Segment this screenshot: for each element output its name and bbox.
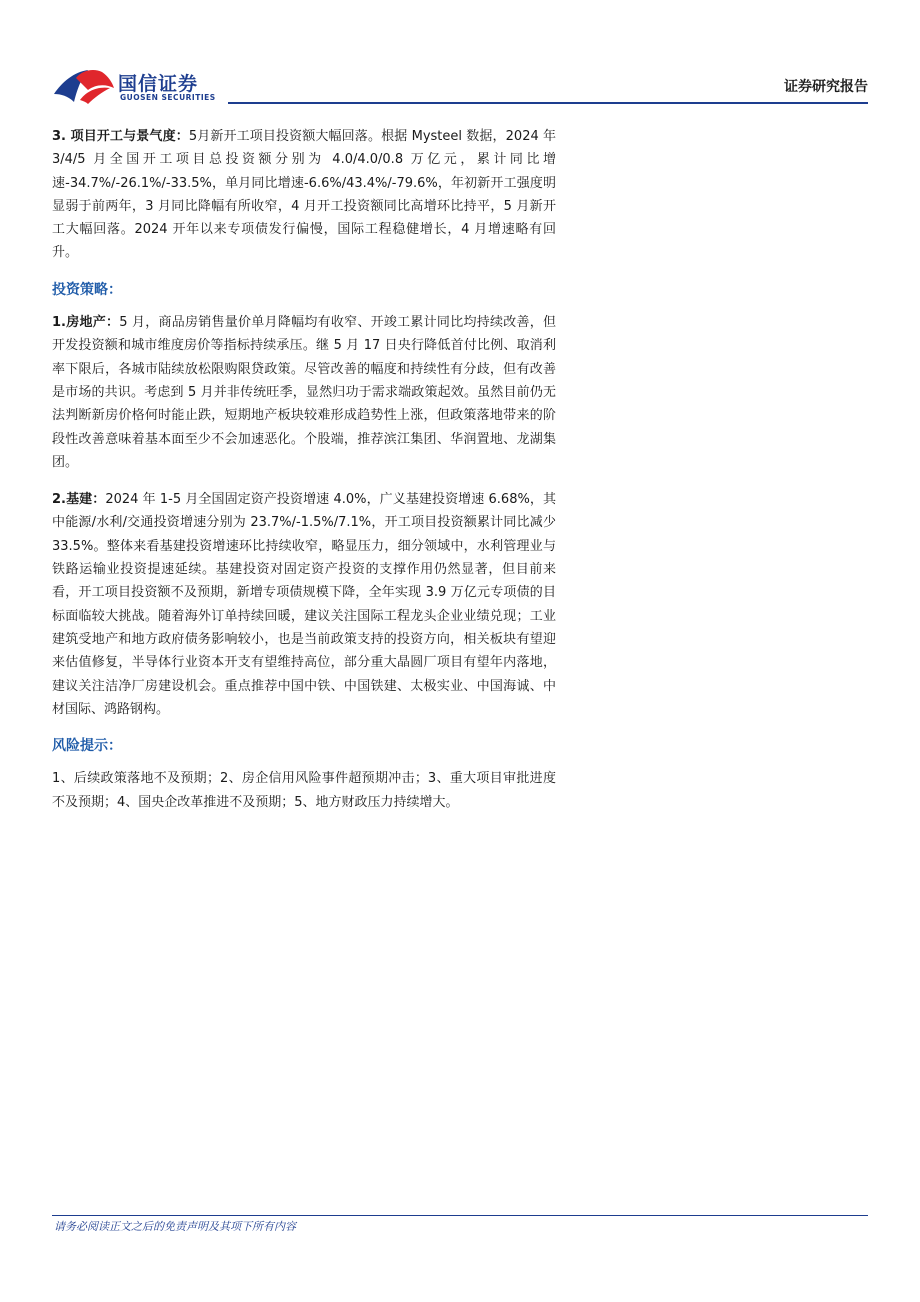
- project-start-paragraph: [52, 125, 556, 265]
- page-header: [52, 62, 868, 106]
- report-type-label: 证券研究报告: [784, 79, 868, 95]
- footer-divider: [52, 1215, 868, 1216]
- risks-heading: 风险提示：: [52, 738, 122, 755]
- real-estate-paragraph: [52, 311, 556, 474]
- guosen-logo-icon: [52, 66, 116, 106]
- logo-english-name: GUOSEN SECURITIES: [120, 93, 216, 102]
- project-start-heading: 3. 项目开工与景气度：: [52, 129, 189, 144]
- risks-paragraph: 1、后续政策落地不及预期；2、房企信用风险事件超预期冲击；3、重大项目审批进度不及预期；4、国央企改革推进不及预期；5、地方财政压力持续增大。: [52, 771, 556, 810]
- project-start-text: 5月新开工项目投资额大幅回落。根据 Mysteel 数据，2024 年 3/4/5 月全国开工项目总投资额分别为 4.0/4.0/0.8 万亿元，累计同比增速-34.7%/-26.1%/-33.5%，单月同比增速-6.6%/43.4%/-79.6%，年初新开工强度明显弱于前两年，3 月同比降幅有所收窄，4 月开工投资额同比高增环比持平，5 月新开工大幅回落。2024 开年以来专项债发行偏慢，国际工程稳健增长，4 月增速略有回升。: [52, 129, 556, 261]
- header-divider: [228, 102, 868, 104]
- strategy-heading: 投资策略：: [52, 281, 122, 298]
- infrastructure-paragraph: [52, 488, 556, 721]
- disclaimer-text: 请务必阅读正文之后的免责声明及其项下所有内容: [54, 1220, 296, 1233]
- real-estate-heading: 1.房地产：: [52, 315, 120, 331]
- infrastructure-heading: 2.基建：: [52, 492, 106, 508]
- real-estate-text: 5 月，商品房销售量价单月降幅均有收窄、开竣工累计同比均持续改善，但开发投资额和城市维度房价等指标持续承压。继 5 月 17 日央行降低首付比例、取消利率下限后，各城市陆续放松限购限贷政策。尽管改善的幅度和持续性有分歧，但有改善是市场的共识。考虑到 5 月并非传统旺季，显然归功于需求端政策起效。虽然目前仍无法判断新房价格何时能止跌，短期地产板块较难形成趋势性上涨，但政策落地带来的阶段性改善意味着基本面至少不会加速恶化。个股端，推荐滨江集团、华润置地、龙湖集团。: [52, 315, 557, 470]
- logo-chinese-name: 国信证券: [118, 73, 199, 95]
- guosen-logo: [52, 66, 216, 106]
- infrastructure-text: 2024 年 1-5 月全国固定资产投资增速 4.0%，广义基建投资增速 6.68%，其中能源/水利/交通投资增速分别为 23.7%/-1.5%/7.1%，开工项目投资额累计同比减少 33.5%。整体来看基建投资增速环比持续收窄，略显压力，细分领域中，水利管理业与铁路运输业投资提速延续。基建投资对固定资产投资的支撑作用仍然显著，但目前来看，开工项目投资额不及预期，新增专项债规模下降，全年实现 3.9 万亿元专项债的目标面临较大挑战。随着海外订单持续回暖，建议关注国际工程龙头企业业绩兑现；工业建筑受地产和地方政府债务影响较小，也是当前政策支持的投资方向，相关板块有望迎来估值修复，半导体行业资本开支有望维持高位，部分重大晶圆厂项目有望年内落地，建议关注洁净厂房建设机会。重点推荐中国中铁、中国铁建、太极实业、中国海诚、中材国际、鸿路钢构。: [52, 492, 556, 717]
- report-body: [52, 125, 556, 824]
